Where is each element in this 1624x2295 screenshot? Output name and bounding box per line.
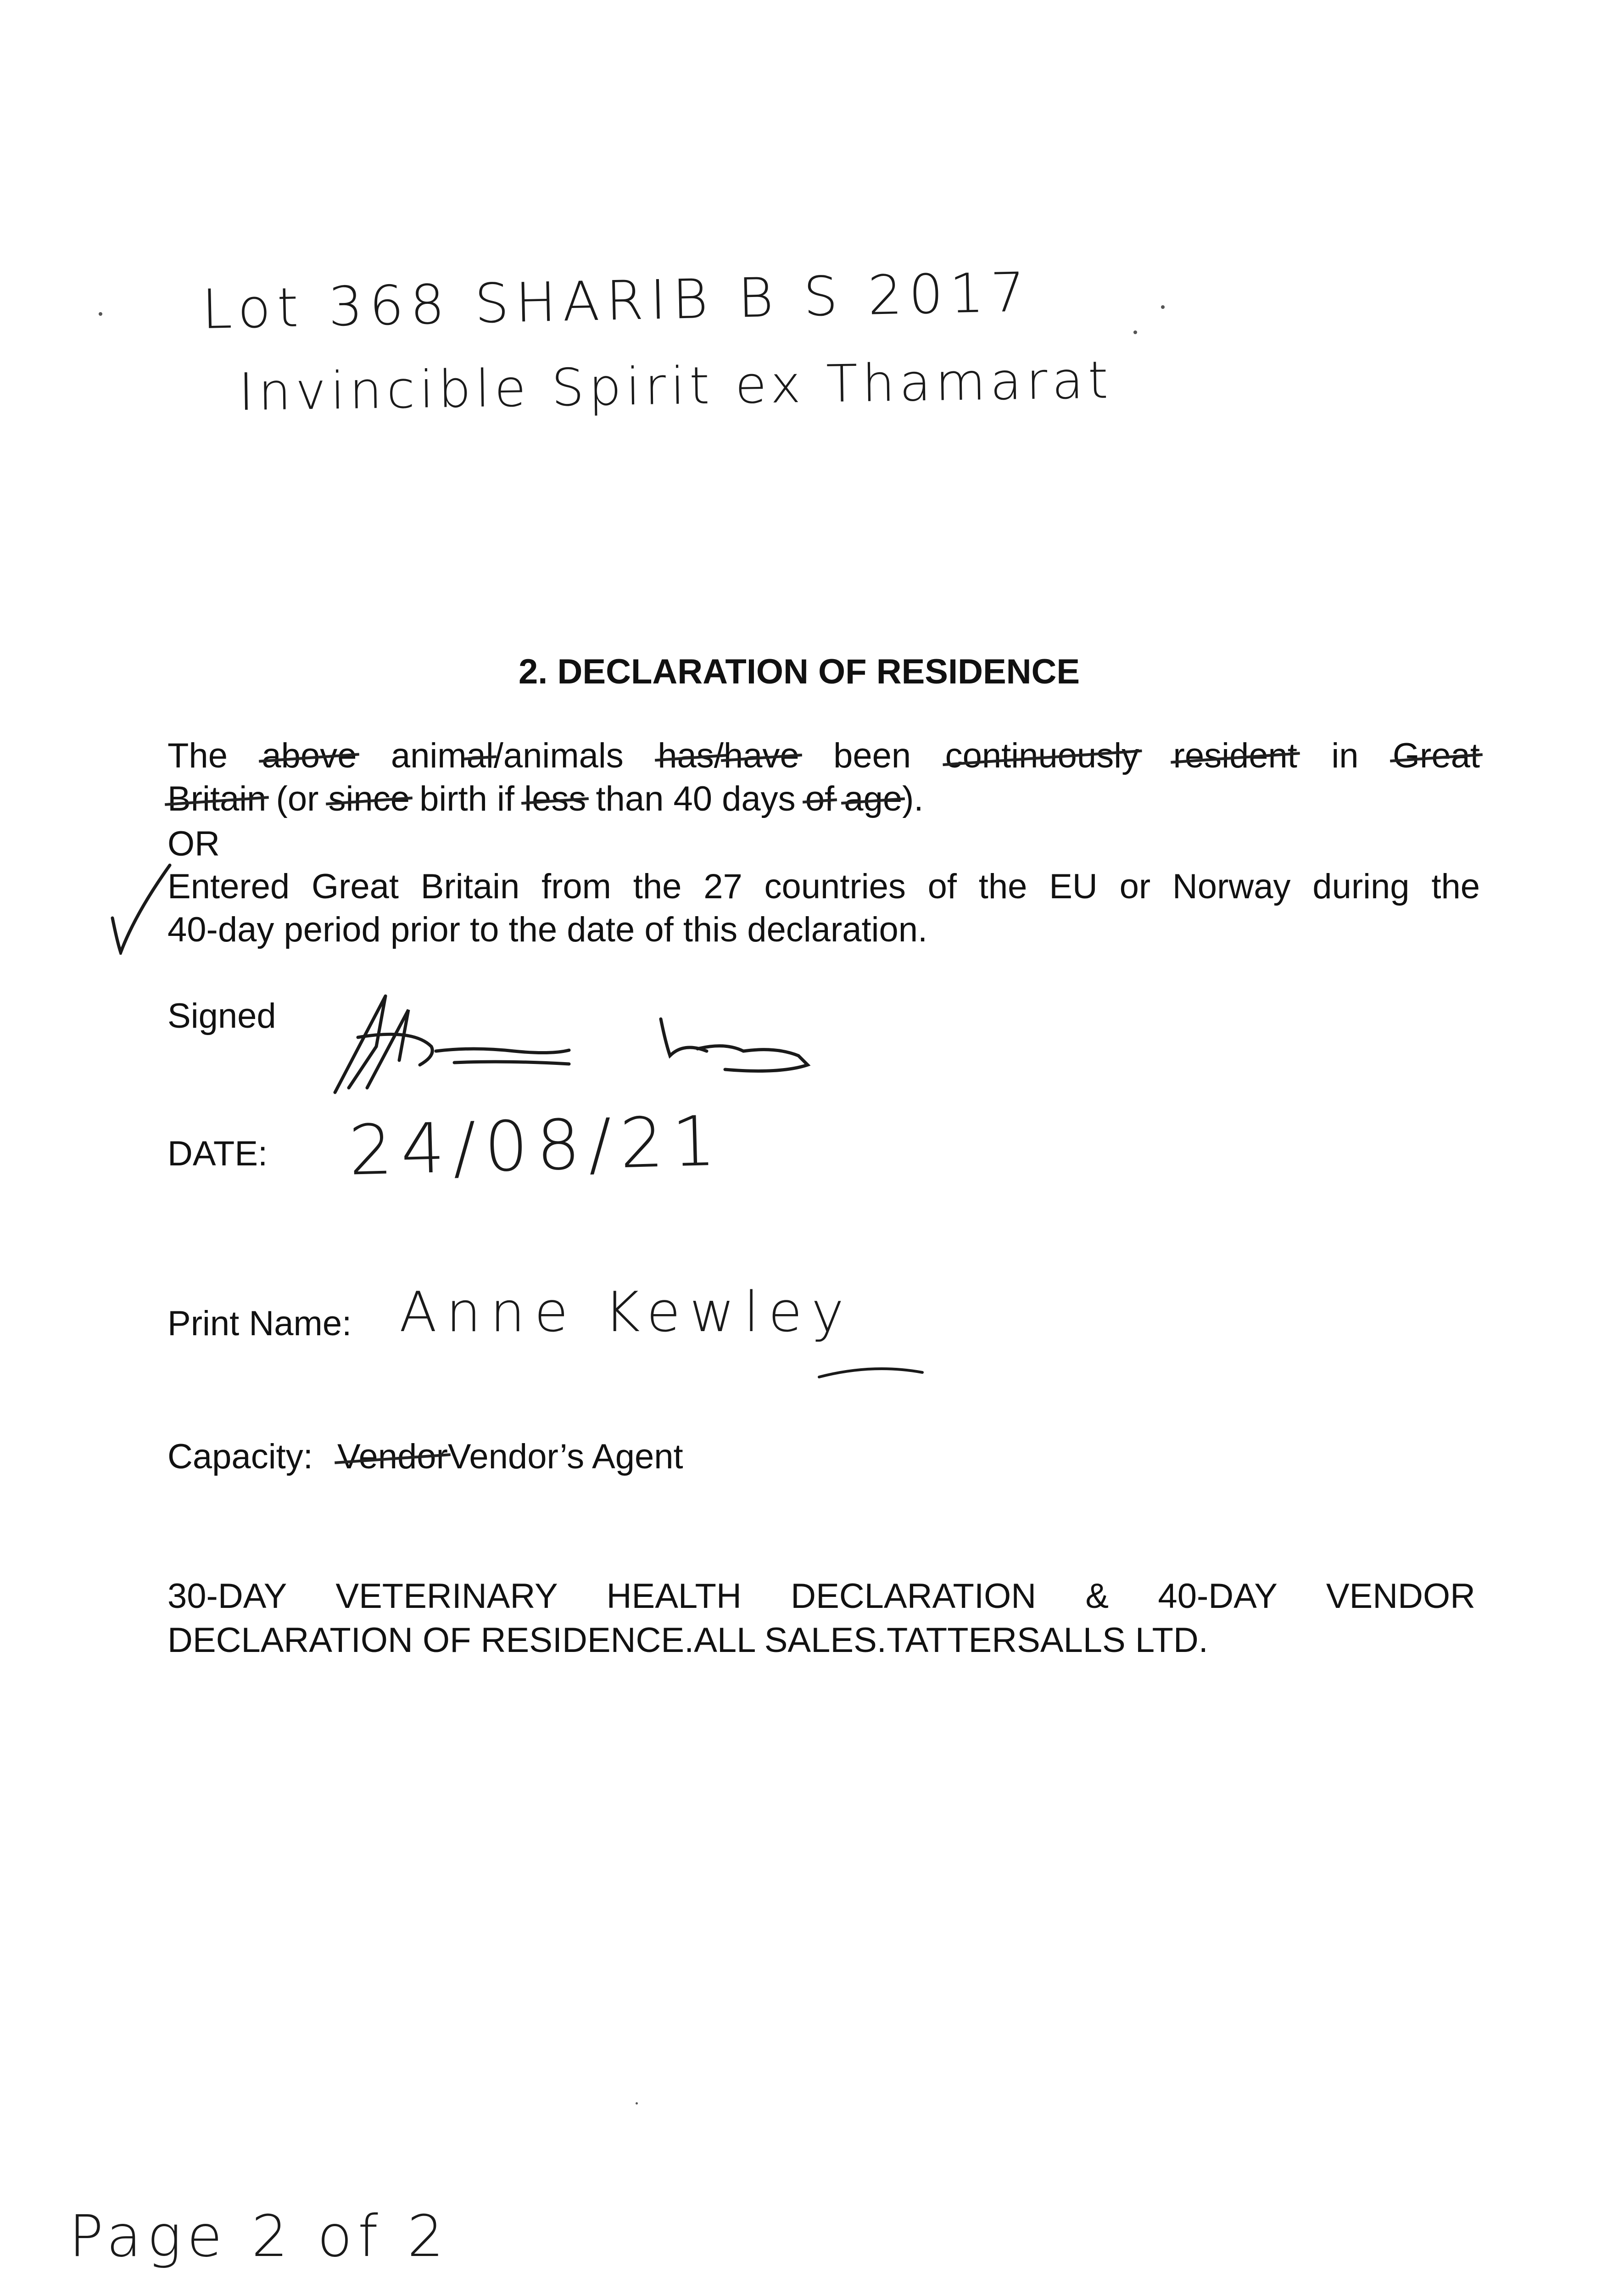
struck-text: have [723, 736, 799, 775]
text-fragment: birth if [409, 779, 525, 818]
text-fragment: in [1297, 736, 1393, 775]
footer-line-2: DECLARATION OF RESIDENCE.ALL SALES.TATTERSALLS LTD. [167, 1621, 1208, 1660]
name-underline-stroke [817, 1359, 927, 1382]
handwritten-page-note: Page 2 of 2 [69, 2203, 450, 2270]
struck-text: of [805, 779, 835, 818]
scan-speck [1133, 330, 1137, 334]
capacity-label: Capacity: [167, 1437, 313, 1476]
date-value: 24/08/21 [347, 1101, 725, 1191]
struck-text: Great [1392, 736, 1480, 775]
signed-label: Signed [167, 996, 276, 1036]
date-label: DATE: [167, 1134, 268, 1173]
struck-text: above [262, 736, 357, 775]
text-fragment: than 40 days [586, 779, 805, 818]
capacity-value [337, 1437, 683, 1477]
text-fragment: ). [902, 779, 924, 818]
struck-text: since [328, 779, 410, 818]
capacity-struck-vendor: Vendor [337, 1437, 448, 1476]
option2-line-2: 40-day period prior to the date of this declaration. [167, 910, 928, 949]
text-fragment: (or [266, 779, 329, 818]
scan-speck [636, 2102, 638, 2105]
text-fragment: been [799, 736, 945, 775]
text-fragment: The [167, 736, 262, 775]
footer-line-1: 30-DAY VETERINARY HEALTH DECLARATION & 40-DAY VENDOR [167, 1577, 1475, 1616]
residence-option-1 [167, 734, 1480, 821]
struck-text: less [524, 779, 586, 818]
text-fragment: /animals [493, 736, 658, 775]
scan-speck [1161, 305, 1165, 309]
checkmark-icon [108, 863, 172, 955]
option1-line-1 [167, 734, 1480, 778]
form-footer [167, 1574, 1475, 1662]
print-name-label: Print Name: [167, 1304, 352, 1343]
print-name-value: Anne Kewley [399, 1281, 854, 1344]
text-fragment: anim [357, 736, 467, 775]
or-separator: OR [167, 824, 220, 863]
option1-line-2 [167, 778, 1480, 821]
scan-speck [99, 312, 102, 316]
struck-text: age [844, 779, 903, 818]
handwritten-pedigree-line: Invincible Spirit ex Thamarat [238, 350, 1113, 422]
section-heading: 2. DECLARATION OF RESIDENCE [519, 652, 1080, 691]
option2-line-1: Entered Great Britain from the 27 countries of the EU or Norway during the [167, 867, 1480, 906]
capacity-selected: Vendor’s Agent [447, 1437, 683, 1476]
handwritten-lot-line: Lot 368 SHARIB B S 2017 [201, 260, 1032, 341]
text-fragment [1139, 736, 1173, 775]
struck-text: Britain [167, 779, 267, 818]
struck-text: has/ [658, 736, 724, 775]
struck-text: al [466, 736, 494, 775]
struck-text: resident [1173, 736, 1297, 775]
residence-option-2 [167, 865, 1480, 952]
struck-text: continuously [945, 736, 1139, 775]
signature-image [321, 982, 826, 1102]
